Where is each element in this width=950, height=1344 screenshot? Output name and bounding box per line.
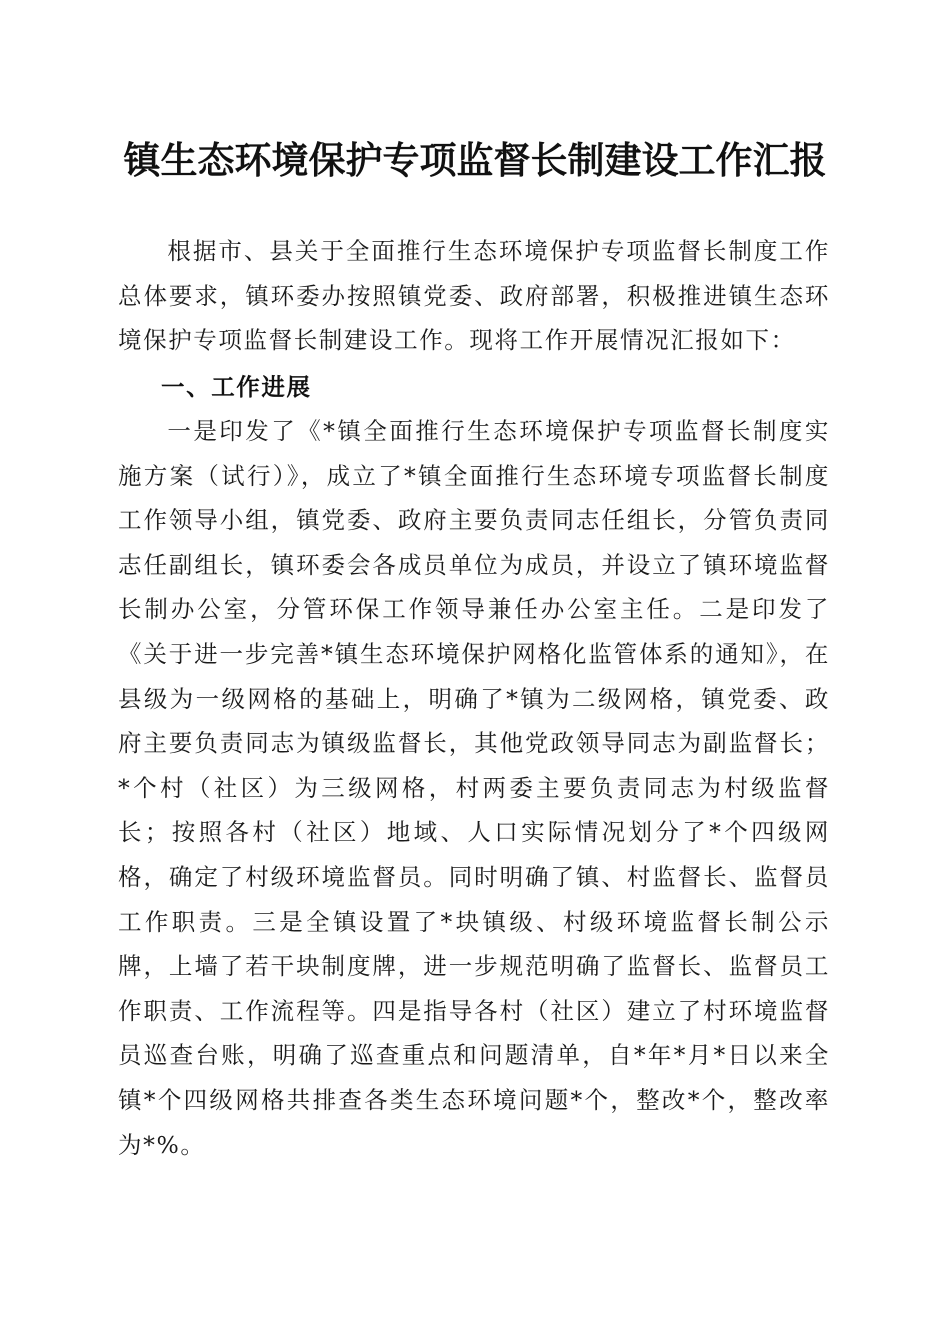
document-title: 镇生态环境保护专项监督长制建设工作汇报 [123,138,827,182]
section-heading-work-progress: 一、工作进展 [161,373,312,401]
work-progress-paragraph: 一是印发了《*镇全面推行生态环境保护专项监督长制度实施方案（试行）》，成立了*镇全面推行生态环境专项监督长制度工作领导小组，镇党委、政府主要负责同志任组长，分管负责同志任副组长，镇环委会各成员单位为成员，并设立了镇环境监督长制办公室，分管环保工作领导兼任办公室主任。二是印发了《关于进一步完善*镇生态环境保护网格化监管体系的通知》，在县级为一级网格的基础上，明确了*镇为二级网格，镇党委、政府主要负责同志为镇级监督长，其他党政领导同志为副监督长；*个村（社区）为三级网格，村两委主要负责同志为村级监督长；按照各村（社区）地域、人口实际情况划分了*个四级网格，确定了村级环境监督员。同时明确了镇、村监督长、监督员工作职责。三是全镇设置了*块镇级、村级环境监督长制公示牌，上墙了若干块制度牌，进一步规范明确了监督长、监督员工作职责、工作流程等。四是指导各村（社区）建立了村环境监督员巡查台账，明确了巡查重点和问题清单，自*年*月*日以来全镇*个四级网格共排查各类生态环境问题*个，整改*个，整改率为*%。 [118,417,830,1159]
intro-paragraph: 根据市、县关于全面推行生态环境保护专项监督长制度工作总体要求，镇环委办按照镇党委、政府部署，积极推进镇生态环境保护专项监督长制建设工作。现将工作开展情况汇报如下： [118,237,830,355]
